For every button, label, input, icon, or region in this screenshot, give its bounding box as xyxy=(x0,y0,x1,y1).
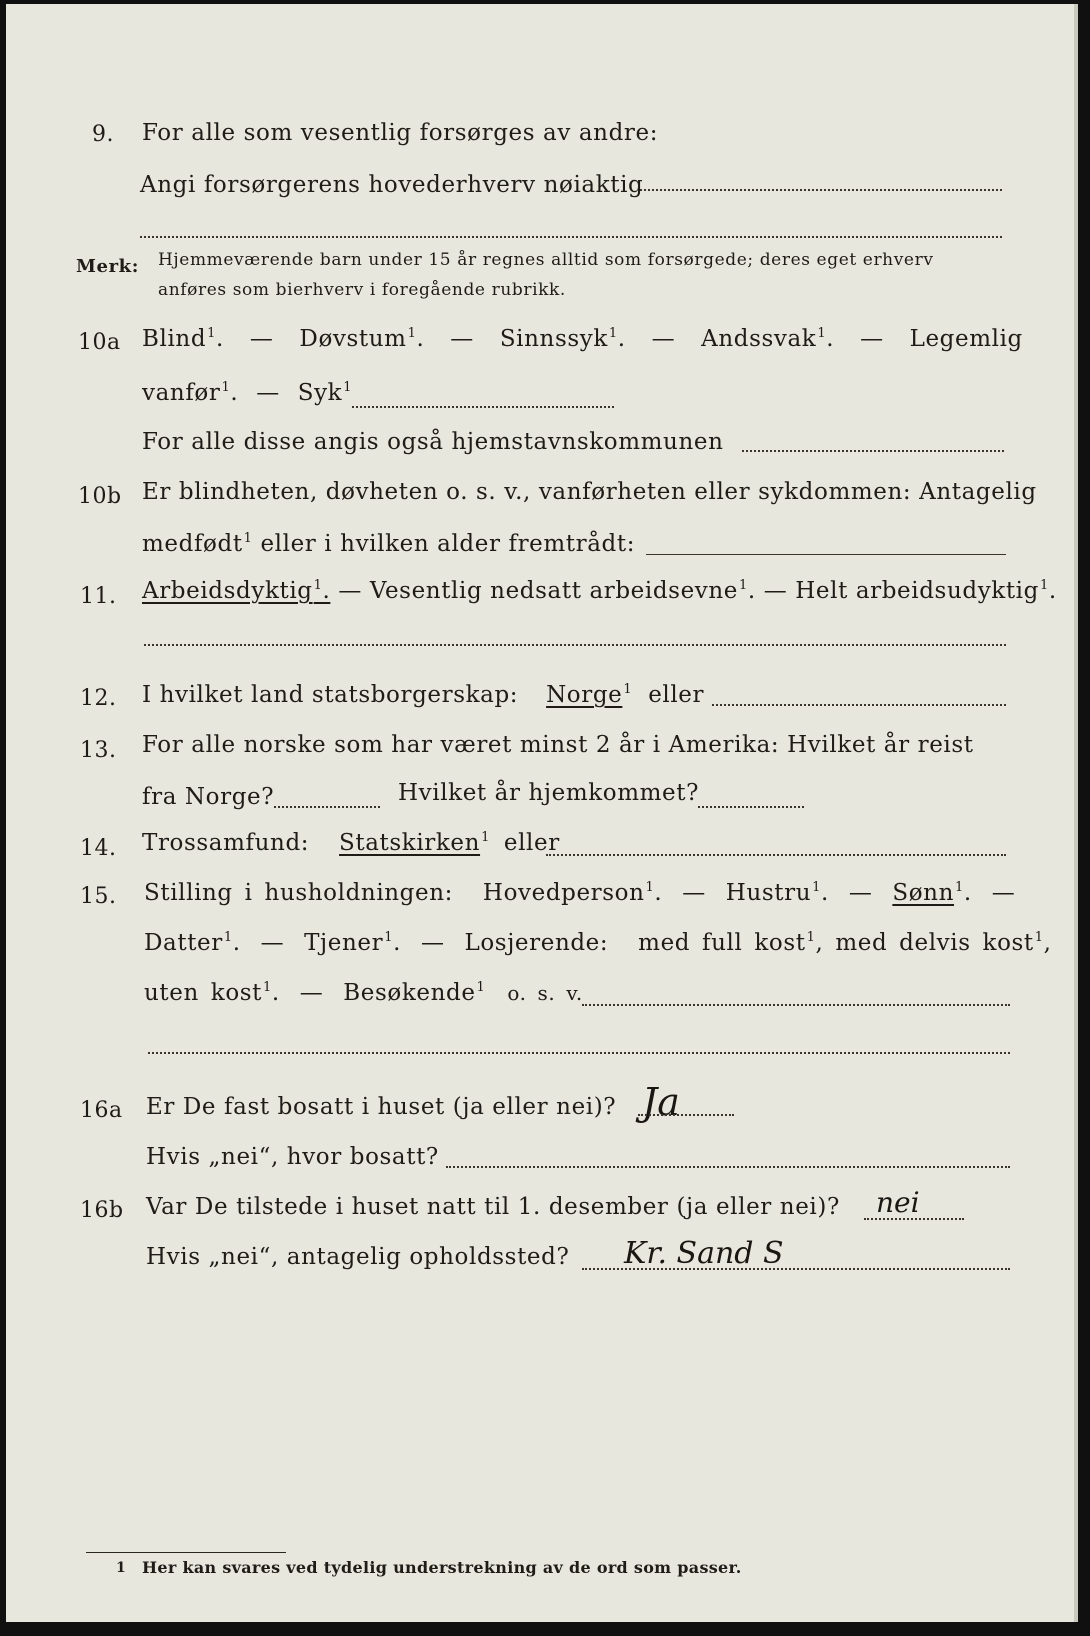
option-norge[interactable]: Norge xyxy=(546,682,623,708)
merk-line2: anføres som bierhverv i foregående rubrikk. xyxy=(158,280,566,300)
q10b-number: 10b xyxy=(78,484,122,509)
q13-hjem: Hvilket år hjemkommet? xyxy=(398,780,700,806)
separator: — xyxy=(420,930,445,956)
separator: — xyxy=(682,880,706,906)
option-sinnssyk[interactable]: Sinnssyk$^1$. xyxy=(499,326,626,352)
q11-line1 xyxy=(142,578,1057,604)
q14-number: 14. xyxy=(80,836,117,861)
q15-line3 xyxy=(144,980,583,1006)
q16a-line2: Hvis „nei“, hvor bosatt? xyxy=(146,1144,439,1170)
separator: — xyxy=(651,326,676,352)
q10b-line1: Er blindheten, døvheten o. s. v., vanførheten eller sykdommen: Antagelig xyxy=(142,479,1037,505)
q10a-hjemstavn-line[interactable] xyxy=(742,450,1004,452)
q10b-line2 xyxy=(142,531,635,557)
option-hustru[interactable]: Hustru$^1$. xyxy=(725,880,829,906)
q10a-number: 10a xyxy=(78,330,121,355)
option-statskirken[interactable]: Statskirken xyxy=(339,830,481,856)
q16b-line2: Hvis „nei“, antagelig opholdssted? xyxy=(146,1244,570,1270)
q14-text: Trossamfund: xyxy=(142,830,310,856)
option-arbeidsdyktig[interactable]: Arbeidsdyktig$^1$. xyxy=(142,578,331,604)
option-tjener[interactable]: Tjener$^1$. xyxy=(304,930,402,956)
q16b-handwritten-answer[interactable]: nei xyxy=(876,1186,920,1219)
q15-line2 xyxy=(144,930,1052,956)
option-blind[interactable]: Blind$^1$. xyxy=(142,326,224,352)
option-medfodt[interactable]: medfødt$^1$ xyxy=(142,531,253,557)
option-vanfor[interactable]: vanfør$^1$. xyxy=(142,380,239,406)
option-vesentlig[interactable]: Vesentlig nedsatt arbeidsevne$^1$. xyxy=(369,578,756,604)
q16b-number: 16b xyxy=(80,1198,124,1223)
separator: — xyxy=(763,578,788,604)
q10a-line1 xyxy=(142,326,1023,352)
census-form-page xyxy=(6,4,1078,1622)
option-fullkost[interactable]: med full kost$^1$, xyxy=(638,930,824,956)
q16b-answer-line[interactable] xyxy=(864,1218,964,1220)
q9-line2: Angi forsørgerens hovederhverv nøiaktig xyxy=(140,172,644,198)
footnote-rule xyxy=(86,1552,286,1553)
separator: — xyxy=(848,880,873,906)
q15-line1 xyxy=(144,880,1015,906)
q16a-handwritten-answer[interactable]: Ja xyxy=(642,1080,680,1124)
q16a-bosatt-line[interactable] xyxy=(446,1166,1010,1168)
option-syk[interactable]: Syk$^1$ xyxy=(297,380,353,406)
q10b-answer-line[interactable] xyxy=(646,554,1006,555)
q11-extra-line[interactable] xyxy=(144,644,1006,646)
footnote-ref: 1 xyxy=(481,830,490,845)
q12-eller: eller xyxy=(648,682,705,708)
q9-number: 9. xyxy=(92,122,114,147)
footnote-ref: 1 xyxy=(623,682,633,697)
q13-number: 13. xyxy=(80,738,117,763)
q9-extra-line[interactable] xyxy=(140,236,1002,238)
q15-losjerende: Losjerende: xyxy=(464,930,609,956)
q10a-line2 xyxy=(142,380,352,406)
option-dovstum[interactable]: Døvstum$^1$. xyxy=(299,326,425,352)
q14-answer-line[interactable] xyxy=(546,854,1006,856)
q9-line1: For alle som vesentlig forsørges av andre: xyxy=(142,120,659,146)
q9-answer-line[interactable] xyxy=(640,189,1002,191)
q11-number: 11. xyxy=(80,584,117,609)
separator: — xyxy=(450,326,474,352)
separator: — xyxy=(299,980,324,1006)
option-uten[interactable]: uten kost$^1$. xyxy=(144,980,280,1006)
q16a-number: 16a xyxy=(80,1098,123,1123)
page-edge xyxy=(1074,4,1078,1622)
q15-stilling: Stilling i husholdningen: xyxy=(144,880,453,906)
separator: — xyxy=(260,930,285,956)
q14-eller: eller xyxy=(503,830,560,856)
q16b-line1: Var De tilstede i huset natt til 1. desember (ja eller nei)? xyxy=(146,1194,840,1220)
q15-extra-line[interactable] xyxy=(148,1052,1010,1054)
q12-text: I hvilket land statsborgerskap: xyxy=(142,682,519,708)
option-legemlig[interactable]: Legemlig xyxy=(909,326,1023,352)
option-delvis[interactable]: med delvis kost$^1$, xyxy=(835,930,1052,956)
q12-number: 12. xyxy=(80,686,117,711)
separator: — xyxy=(249,326,274,352)
merk-label: Merk: xyxy=(76,256,139,277)
separator: — xyxy=(256,380,280,406)
option-sonn[interactable]: Sønn$^1$. xyxy=(892,880,972,906)
separator: — xyxy=(860,326,884,352)
q16a-line1: Er De fast bosatt i huset (ja eller nei)? xyxy=(146,1094,617,1120)
q15-number: 15. xyxy=(80,884,117,909)
option-helt[interactable]: Helt arbeidsudyktig$^1$. xyxy=(795,578,1057,604)
q10b-line2-text: eller i hvilken alder fremtrådt: xyxy=(260,531,636,557)
option-andssvak[interactable]: Andssvak$^1$. xyxy=(701,326,835,352)
q12-line xyxy=(142,682,704,708)
q13-reist-line[interactable] xyxy=(274,806,380,808)
option-hovedperson[interactable]: Hovedperson$^1$. xyxy=(482,880,663,906)
q14-line xyxy=(142,830,560,856)
q15-osv: o. s. v. xyxy=(507,981,583,1005)
q13-line1: For alle norske som har været minst 2 år i Amerika: Hvilket år reist xyxy=(142,732,974,758)
q16b-opholdssted-line[interactable] xyxy=(582,1268,1010,1270)
q16b-handwritten-place[interactable]: Kr. Sand S xyxy=(624,1236,784,1271)
option-datter[interactable]: Datter$^1$. xyxy=(144,930,241,956)
q13-fra: fra Norge? xyxy=(142,784,275,810)
separator: — xyxy=(991,880,1016,906)
separator: — xyxy=(338,578,362,604)
q10a-line3: For alle disse angis også hjemstavnskommunen xyxy=(142,429,724,455)
merk-line1: Hjemmeværende barn under 15 år regnes alltid som forsørgede; deres eget erhverv xyxy=(158,250,934,270)
option-besokende[interactable]: Besøkende$^1$ xyxy=(343,980,486,1006)
q10a-answer-line[interactable] xyxy=(352,406,614,408)
footnote-text: Her kan svares ved tydelig understrekning av de ord som passer. xyxy=(142,1558,742,1577)
q13-hjem-line[interactable] xyxy=(698,806,804,808)
q12-answer-line[interactable] xyxy=(712,704,1006,706)
q15-answer-line[interactable] xyxy=(582,1004,1010,1006)
q16a-answer-line[interactable] xyxy=(638,1114,734,1116)
footnote-mark: 1 xyxy=(116,1560,127,1576)
